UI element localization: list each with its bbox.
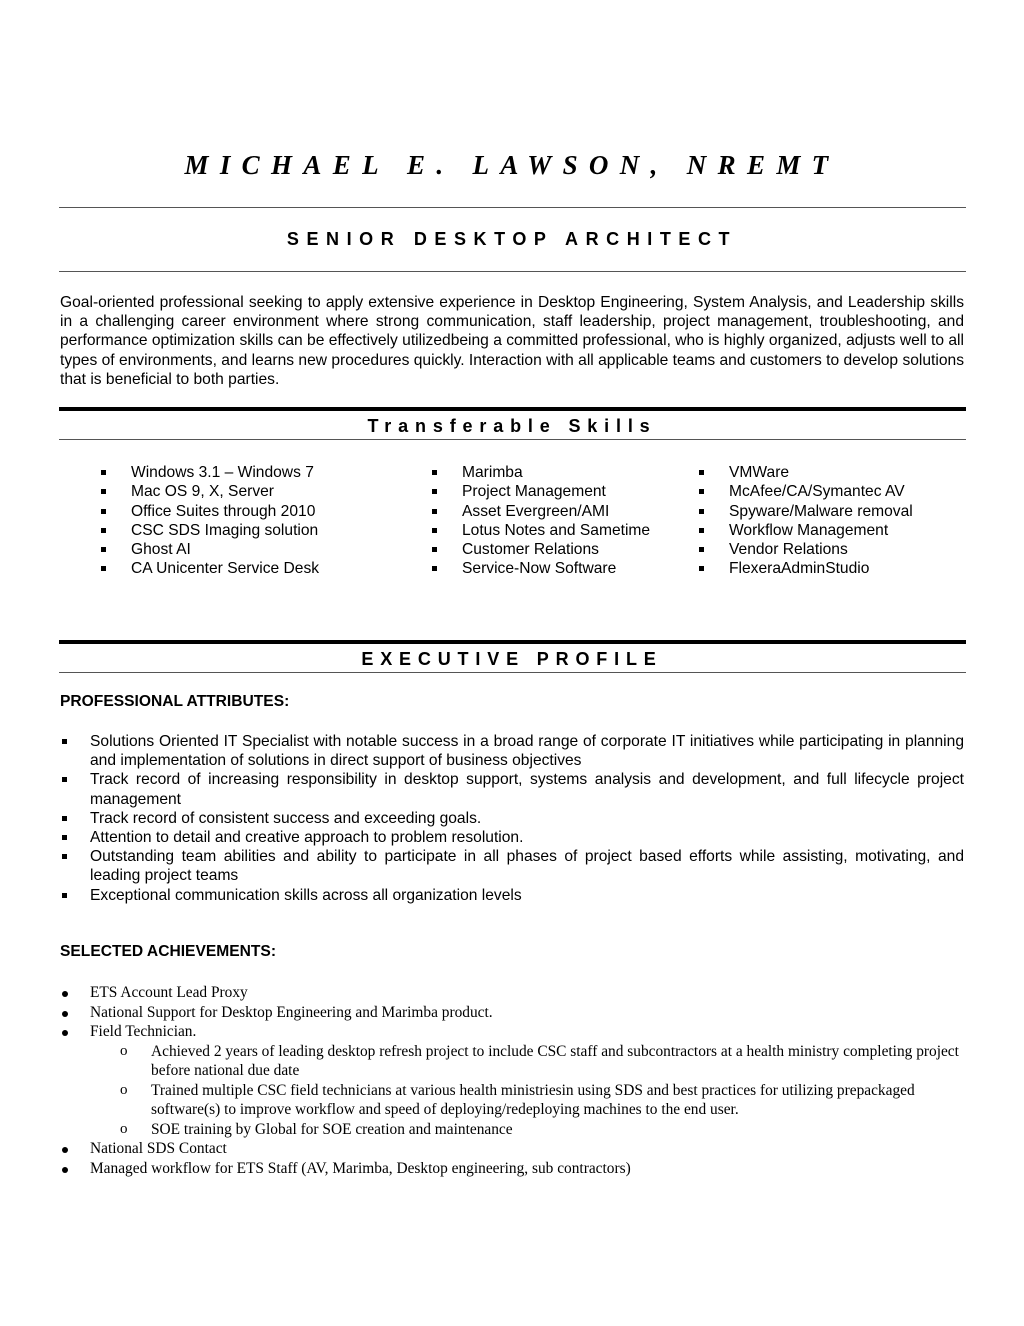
list-item: Marimba (432, 463, 650, 482)
list-item: FlexeraAdminStudio (699, 559, 913, 578)
list-item: National SDS Contact (60, 1139, 964, 1159)
section-rule-bottom (59, 439, 966, 440)
list-item: Outstanding team abilities and ability to participate in all phases of project based efforts while assisting, motivating, and leading project teams (60, 847, 964, 885)
list-item: Office Suites through 2010 (101, 502, 319, 521)
square-bullet-icon (432, 528, 437, 533)
list-item: Project Management (432, 482, 650, 501)
list-item: Solutions Oriented IT Specialist with notable success in a broad range of corporate IT initiatives while participating in planning and implementation of solutions in direct support of business objectives (60, 732, 964, 770)
list-item: Service-Now Software (432, 559, 650, 578)
square-bullet-icon (699, 547, 704, 552)
sub-list-item: o SOE training by Global for SOE creation and maintenance (120, 1120, 513, 1138)
attributes-heading: PROFESSIONAL ATTRIBUTES: (60, 693, 290, 710)
square-bullet-icon (699, 509, 704, 514)
sub-list-item: o Trained multiple CSC field technicians at various health ministriesin using SDS and best practices for utilizing prepackaged software(s) to improve workflow and speed of deploying/redeploying machines to the end user. (120, 1081, 915, 1118)
square-bullet-icon (101, 566, 106, 571)
square-bullet-icon (101, 509, 106, 514)
square-bullet-icon (432, 509, 437, 514)
achievements-heading: SELECTED ACHIEVEMENTS: (60, 943, 277, 960)
list-item: Spyware/Malware removal (699, 502, 913, 521)
square-bullet-icon (101, 470, 106, 475)
list-item: Attention to detail and creative approach to problem resolution. (60, 828, 964, 847)
square-bullet-icon (699, 528, 704, 533)
sub-list-item: o Achieved 2 years of leading desktop refresh project to include CSC staff and subcontractors at a health ministry completing project before national due date (120, 1042, 959, 1079)
job-title: SENIOR DESKTOP ARCHITECT (286, 229, 738, 249)
square-bullet-icon (432, 489, 437, 494)
candidate-name: MICHAEL E. LAWSON, NREMT (184, 150, 840, 180)
square-bullet-icon (432, 566, 437, 571)
square-bullet-icon (699, 470, 704, 475)
list-item: ETS Account Lead Proxy (60, 983, 964, 1003)
list-item: McAfee/CA/Symantec AV (699, 482, 913, 501)
list-item: Vendor Relations (699, 540, 913, 559)
round-bullet-icon (62, 991, 68, 997)
square-bullet-icon (62, 739, 67, 744)
achievements-list (60, 983, 964, 1178)
square-bullet-icon (62, 816, 67, 821)
square-bullet-icon (62, 893, 67, 898)
square-bullet-icon (101, 489, 106, 494)
list-item: Track record of increasing responsibility in desktop support, systems analysis and development, and full lifecycle project management (60, 770, 964, 808)
square-bullet-icon (699, 489, 704, 494)
divider (59, 207, 966, 208)
list-item: CSC SDS Imaging solution (101, 521, 319, 540)
list-item: National Support for Desktop Engineering and Marimba product. (60, 1003, 964, 1023)
section-rule-top (59, 640, 966, 644)
square-bullet-icon (699, 566, 704, 571)
square-bullet-icon (432, 547, 437, 552)
skills-column-3 (699, 463, 913, 579)
list-item: Ghost AI (101, 540, 319, 559)
profile-heading: EXECUTIVE PROFILE (361, 649, 663, 669)
hollow-bullet-icon: o (120, 1042, 128, 1059)
list-item: Mac OS 9, X, Server (101, 482, 319, 501)
list-item: Track record of consistent success and exceeding goals. (60, 809, 964, 828)
square-bullet-icon (62, 777, 67, 782)
square-bullet-icon (101, 528, 106, 533)
skills-column-2 (432, 463, 650, 579)
round-bullet-icon (62, 1011, 68, 1017)
section-rule-top (59, 407, 966, 411)
hollow-bullet-icon: o (120, 1120, 128, 1137)
list-item: Customer Relations (432, 540, 650, 559)
round-bullet-icon (62, 1147, 68, 1153)
objective-paragraph: Goal-oriented professional seeking to apply extensive experience in Desktop Engineering, System Analysis, and Leadership skills in a challenging career environment where strong communication, staff leadership, project management, troubleshooting, and performance optimization skills can be effectively utilizedbeing a committed professional, who is highly organized, adjusts well to all types of environments, and learns new procedures quickly. Interaction with all applicable teams and customers to develop solutions that is beneficial to both parties. (60, 294, 964, 388)
skills-column-1 (101, 463, 319, 579)
field-tech-sublist (90, 1042, 964, 1140)
list-item: Managed workflow for ETS Staff (AV, Marimba, Desktop engineering, sub contractors) (60, 1159, 964, 1179)
list-item: CA Unicenter Service Desk (101, 559, 319, 578)
skills-heading: Transferable Skills (367, 416, 657, 436)
list-item: VMWare (699, 463, 913, 482)
list-item: Windows 3.1 – Windows 7 (101, 463, 319, 482)
list-item: Field Technician. o Achieved 2 years of leading desktop refresh project to include CSC staff and subcontractors at a health ministry completing project before national due date o Trained multiple CSC field technicians at various health ministriesin using SDS and best practices for utilizing prepackaged software(s) to improve workflow and speed of deploying/redeploying machines to the end user. o SOE training by Global for SOE creation and maintenance (60, 1022, 964, 1139)
attributes-list (60, 732, 964, 905)
list-item: Lotus Notes and Sametime (432, 521, 650, 540)
list-item: Exceptional communication skills across all organization levels (60, 886, 964, 905)
square-bullet-icon (101, 547, 106, 552)
hollow-bullet-icon: o (120, 1081, 128, 1098)
list-item: Asset Evergreen/AMI (432, 502, 650, 521)
round-bullet-icon (62, 1167, 68, 1173)
square-bullet-icon (62, 854, 67, 859)
list-item: Workflow Management (699, 521, 913, 540)
section-rule-bottom (59, 672, 966, 673)
round-bullet-icon (62, 1030, 68, 1036)
square-bullet-icon (62, 835, 67, 840)
square-bullet-icon (432, 470, 437, 475)
divider (59, 271, 966, 272)
